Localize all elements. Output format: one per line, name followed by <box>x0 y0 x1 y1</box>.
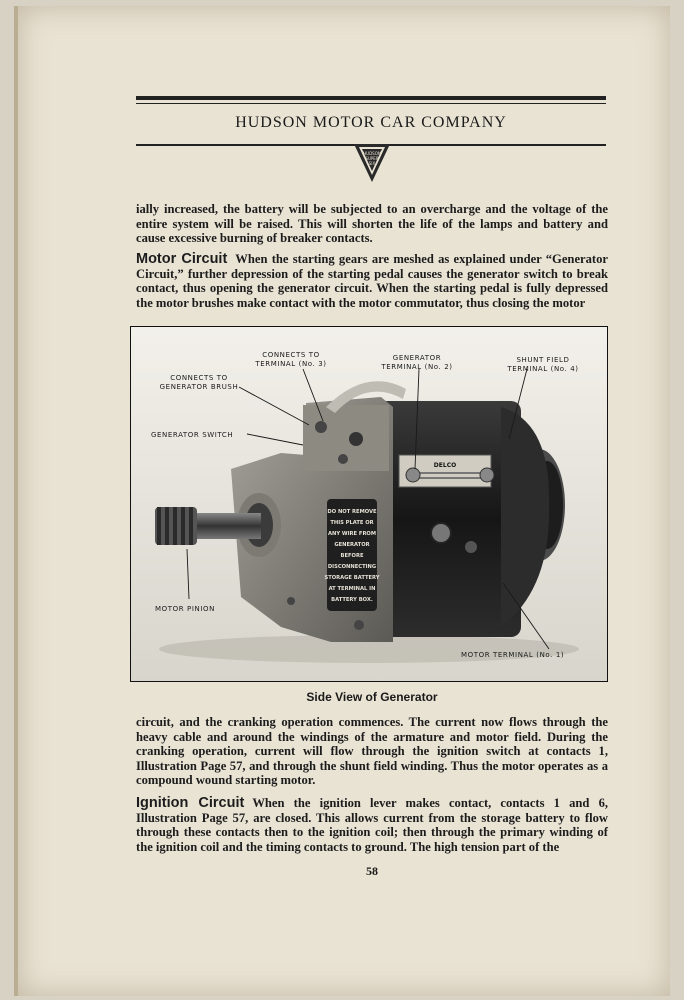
label-connects-brush-line2: GENERATOR BRUSH <box>159 383 239 391</box>
emblem-line-2: SUPER <box>365 156 379 161</box>
figure-caption: Side View of Generator <box>306 690 438 704</box>
label-connects-terminal-line2: TERMINAL (No. 3) <box>255 360 327 368</box>
header-rule-thin <box>136 103 606 104</box>
intro-paragraph <box>136 202 608 246</box>
nameplate-text: DELCO <box>433 462 457 469</box>
hudson-emblem-icon <box>352 140 392 184</box>
label-shunt-field-line2: TERMINAL (No. 4) <box>507 365 579 373</box>
plate-line-4: GENERATOR <box>334 542 370 548</box>
generator-body <box>371 401 521 637</box>
continuation-paragraph <box>136 715 608 788</box>
plate-line-9: BATTERY BOX. <box>331 597 373 603</box>
intro-text: ially increased, the battery will be subjected to an overcharge and the voltage of the entire system will be raised. This will shorten the life of the lamps and battery and cause excessive burning of breaker contacts. <box>136 202 608 246</box>
label-motor-terminal: MOTOR TERMINAL (No. 1) <box>461 651 565 659</box>
plate-line-3: ANY WIRE FROM <box>327 531 377 537</box>
label-shunt-field-line1: SHUNT FIELD <box>516 356 570 364</box>
motor-circuit-text: When the starting gears are meshed as explained under “Generator Circuit,” further depression of the starting pedal causes the generator switch to break contact, thus opening the generator circuit. When the starting pedal is fully depressed the motor brushes make contact with the motor commutator, thus closing the motor <box>136 252 608 310</box>
emblem-line-1: HUDSON <box>363 151 381 156</box>
generator-photo <box>130 326 608 682</box>
label-connects-terminal-line1: CONNECTS TO <box>262 351 320 359</box>
label-generator-switch: GENERATOR SWITCH <box>151 431 234 439</box>
plate-line-1: DO NOT REMOVE <box>327 509 377 515</box>
ignition-circuit-section <box>136 796 608 854</box>
plate-line-7: STORAGE BATTERY <box>324 575 380 581</box>
plate-line-6: DISCONNECTING <box>327 564 377 570</box>
motor-circuit-heading: Motor Circuit <box>136 251 228 267</box>
ignition-circuit-text: When the ignition lever makes contact, contacts 1 and 6, Illustration Page 57, are closed. This allows current from the storage battery to flow through these contacts then to the ignition coil; then through the primary winding of the ignition coil and the timing contacts to ground. The high tension part of the <box>136 796 609 854</box>
motor-circuit-section <box>136 252 608 310</box>
header-rule-top <box>136 96 606 100</box>
label-connects-brush-line1: CONNECTS TO <box>170 374 228 382</box>
emblem-line-3: SIX <box>368 161 376 166</box>
plate-line-8: AT TERMINAL IN <box>328 586 376 592</box>
label-generator-terminal-line1: GENERATOR <box>392 354 442 362</box>
label-generator-terminal-line2: TERMINAL (No. 2) <box>381 363 453 371</box>
plate-line-5: BEFORE <box>340 553 364 559</box>
plate-line-2: THIS PLATE OR <box>330 520 374 526</box>
manual-page <box>14 6 670 996</box>
ignition-circuit-heading: Ignition Circuit <box>136 795 245 811</box>
page-header-title: HUDSON MOTOR CAR COMPANY <box>235 114 507 131</box>
label-motor-pinion: MOTOR PINION <box>155 605 215 613</box>
page-number: 58 <box>366 864 378 878</box>
continuation-text: circuit, and the cranking operation commences. The current now flows through the heavy cable and around the windings of the armature and motor field. During the cranking operation, current will flow through the ignition switch at contacts 1, Illustration Page 57, and through the shunt field winding. Thus the motor operates as a compound wound starting motor. <box>136 715 608 788</box>
